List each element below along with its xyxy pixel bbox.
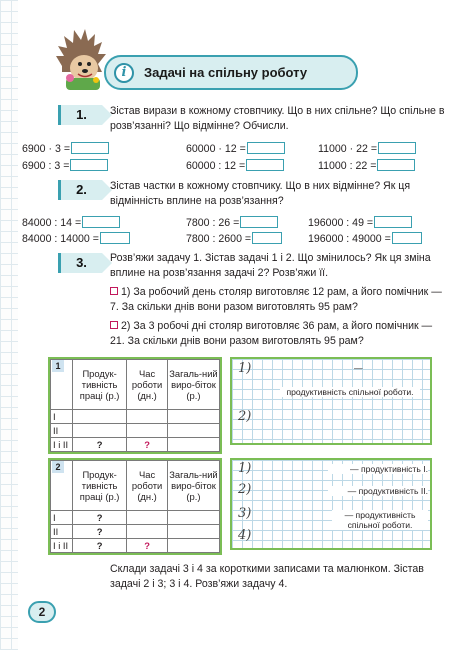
checkbox-square-icon xyxy=(110,287,118,295)
diagram-label: продуктивність спільної роботи. xyxy=(280,387,420,397)
diagram-dash: — xyxy=(354,363,363,373)
task-number-2: 2. xyxy=(58,180,102,200)
answer-box[interactable] xyxy=(240,216,278,228)
answer-box[interactable] xyxy=(247,142,285,154)
table-badge: 2 xyxy=(52,461,64,473)
diagram-label: — продуктивність І. xyxy=(328,464,428,474)
expression: 6900 : 3 = xyxy=(22,159,108,173)
diagram-label: — продуктивність ІІ. xyxy=(328,486,428,496)
hedgehog-mascot-icon xyxy=(52,26,108,92)
table-row: І ? xyxy=(51,511,220,525)
expression: 84000 : 14000 = xyxy=(22,232,130,246)
expression: 196000 : 49 = xyxy=(308,216,412,230)
table-row: І xyxy=(51,410,220,424)
column-header: Загаль-ний виро-біток (р.) xyxy=(167,360,219,410)
table-row: ІІ ? xyxy=(51,525,220,539)
expression: 7800 : 2600 = xyxy=(186,232,282,246)
handwritten-mark: 3) xyxy=(238,506,252,521)
column-header: Загаль-ний виро-біток (р.) xyxy=(167,461,219,511)
subtask-1: 1) За робочий день столяр виготовляє 12 рам, а його помічник — 7. За скільки днів вони разом виготовлять 95 рам? xyxy=(110,286,442,313)
expression: 11000 · 22 = xyxy=(318,142,416,156)
table-badge: 1 xyxy=(52,360,64,372)
final-instructions: Склади задачі 3 і 4 за короткими записами та малюнком. Зістав задачі 2 і 3; 3 і 4. Розв’яжи задачу 4. xyxy=(110,563,424,590)
segment-diagram-2 xyxy=(230,458,432,550)
info-icon: i xyxy=(114,63,134,83)
segment-diagram-1 xyxy=(230,357,432,445)
expression: 60000 : 12 = xyxy=(186,159,284,173)
column-header: Продук-тивність праці (р.) xyxy=(73,461,127,511)
column-header: Час роботи (дн.) xyxy=(127,461,168,511)
diagram-label: — продуктивність спільної роботи. xyxy=(332,510,428,530)
handwritten-mark: 2) xyxy=(238,482,252,497)
page-number: 2 xyxy=(28,601,56,623)
section-title: Задачі на спільну роботу xyxy=(144,65,308,80)
column-header: Час роботи (дн.) xyxy=(127,360,168,410)
handwritten-mark: 4) xyxy=(238,528,252,543)
task-3-block xyxy=(110,251,446,349)
task-3-text: Розв’яжи задачу 1. Зістав задачі 1 і 2. Що змінилось? Як ця зміна вплине на розв’язання задачі 2? Розв’яжи її. xyxy=(110,252,431,279)
expression: 7800 : 26 = xyxy=(186,216,278,230)
answer-box[interactable] xyxy=(100,232,130,244)
summary-table-1 xyxy=(48,357,222,454)
table-row: ІІ xyxy=(51,424,220,438)
handwritten-mark: 1) xyxy=(238,461,252,476)
table-row: І і ІІ ? ? xyxy=(51,539,220,553)
table-row: І і ІІ ? ? xyxy=(51,438,220,452)
answer-box[interactable] xyxy=(378,142,416,154)
task-2-text: Зістав частки в кожному стовпчику. Що в них відмінне? Як ця відмінність вплине на розв’язання? xyxy=(110,180,411,207)
answer-box[interactable] xyxy=(70,159,108,171)
answer-box[interactable] xyxy=(82,216,120,228)
answer-box[interactable] xyxy=(71,142,109,154)
expression: 60000 · 12 = xyxy=(186,142,285,156)
column-header: Продук-тивність праці (р.) xyxy=(73,360,127,410)
handwritten-mark: 2) xyxy=(238,409,252,424)
checkbox-square-icon xyxy=(110,321,118,329)
expression: 6900 · 3 = xyxy=(22,142,109,156)
summary-table-2 xyxy=(48,458,222,555)
answer-box[interactable] xyxy=(252,232,282,244)
answer-box[interactable] xyxy=(392,232,422,244)
expression: 11000 : 22 = xyxy=(318,159,415,173)
expression: 84000 : 14 = xyxy=(22,216,120,230)
subtask-2: 2) За 3 робочі дні столяр виготовляє 36 рам, а його помічник — 21. За скільки днів вони разом виготовлять 95 рам? xyxy=(110,320,433,347)
task-1-text: Зістав вирази в кожному стовпчику. Що в них спільне? Що спільне в розв’язанні? Що відмінне? Обчисли. xyxy=(110,105,445,132)
answer-box[interactable] xyxy=(246,159,284,171)
handwritten-mark: 1) xyxy=(238,361,252,376)
task-number-1: 1. xyxy=(58,105,102,125)
answer-box[interactable] xyxy=(374,216,412,228)
answer-box[interactable] xyxy=(377,159,415,171)
expression: 196000 : 49000 = xyxy=(308,232,422,246)
section-title-bar xyxy=(104,55,358,90)
task-number-3: 3. xyxy=(58,253,102,273)
